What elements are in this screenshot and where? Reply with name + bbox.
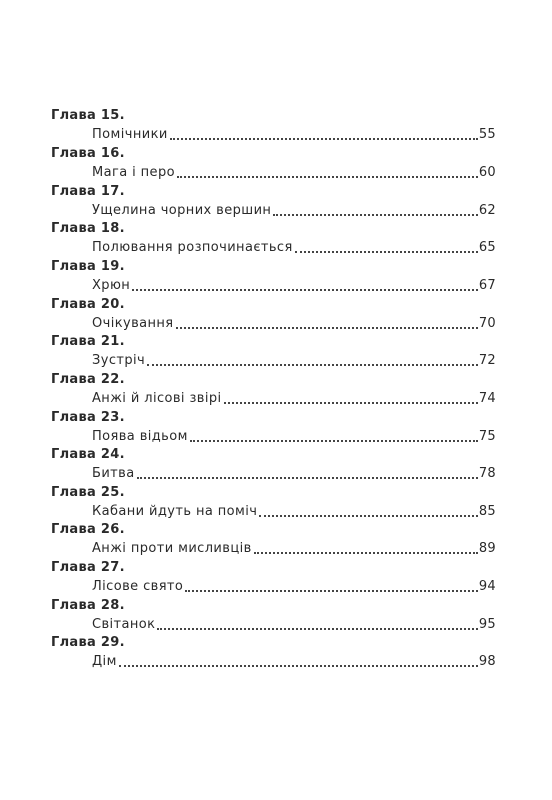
toc-entry <box>0 221 552 259</box>
dot-leader <box>177 176 478 178</box>
toc-title-line <box>92 238 496 256</box>
toc-title-line <box>92 502 496 520</box>
chapter-label: Глава 20. <box>51 297 125 312</box>
page-number: 94 <box>478 579 496 594</box>
page-number: 78 <box>478 466 496 481</box>
toc-title-line <box>92 314 496 332</box>
chapter-title: Битва <box>92 466 135 481</box>
chapter-label: Глава 18. <box>51 221 125 236</box>
dot-leader <box>190 440 478 442</box>
dot-leader <box>254 552 478 554</box>
chapter-title: Світанок <box>92 617 156 632</box>
dot-leader <box>273 214 478 216</box>
toc-title-line <box>92 389 496 407</box>
chapter-label: Глава 21. <box>51 334 125 349</box>
dot-leader <box>119 665 478 667</box>
toc-title-line <box>92 276 496 294</box>
toc-entry <box>0 184 552 222</box>
toc-entry <box>0 372 552 410</box>
chapter-title: Ущелина чорних вершин <box>92 203 272 218</box>
page-number: 74 <box>478 391 496 406</box>
toc-entry <box>0 334 552 372</box>
page-number: 85 <box>478 504 496 519</box>
toc-title-line <box>92 615 496 633</box>
chapter-label: Глава 23. <box>51 410 125 425</box>
chapter-title: Очікування <box>92 316 174 331</box>
page-number: 72 <box>478 353 496 368</box>
toc-entry <box>0 522 552 560</box>
dot-leader <box>147 364 478 366</box>
chapter-title: Кабани йдуть на поміч <box>92 504 258 519</box>
toc-title-line <box>92 125 496 143</box>
chapter-label: Глава 27. <box>51 560 125 575</box>
chapter-title: Зустріч <box>92 353 146 368</box>
chapter-label: Глава 19. <box>51 259 125 274</box>
chapter-label: Глава 24. <box>51 447 125 462</box>
chapter-title: Поява відьом <box>92 429 188 444</box>
dot-leader <box>132 289 478 291</box>
page-number: 95 <box>478 617 496 632</box>
chapter-title: Анжі й лісові звірі <box>92 391 222 406</box>
page-number: 98 <box>478 654 496 669</box>
toc-title-line <box>92 427 496 445</box>
toc-entry <box>0 598 552 636</box>
chapter-label: Глава 15. <box>51 108 125 123</box>
chapter-title: Помічники <box>92 127 168 142</box>
page-number: 65 <box>478 240 496 255</box>
toc-entry <box>0 410 552 448</box>
toc-entry <box>0 146 552 184</box>
dot-leader <box>295 251 478 253</box>
dot-leader <box>185 590 478 592</box>
dot-leader <box>137 477 478 479</box>
chapter-label: Глава 29. <box>51 635 125 650</box>
toc-entry <box>0 560 552 598</box>
dot-leader <box>170 138 478 140</box>
toc-entry <box>0 108 552 146</box>
dot-leader <box>157 628 477 630</box>
toc-entry <box>0 259 552 297</box>
toc-title-line <box>92 577 496 595</box>
chapter-label: Глава 22. <box>51 372 125 387</box>
chapter-title: Полювання розпочинається <box>92 240 293 255</box>
chapter-label: Глава 25. <box>51 485 125 500</box>
chapter-label: Глава 16. <box>51 146 125 161</box>
dot-leader <box>259 515 478 517</box>
chapter-title: Анжі проти мисливців <box>92 541 252 556</box>
toc-title-line <box>92 464 496 482</box>
page-number: 70 <box>478 316 496 331</box>
toc-title-line <box>92 201 496 219</box>
toc-title-line <box>92 163 496 181</box>
page-number: 55 <box>478 127 496 142</box>
page-number: 75 <box>478 429 496 444</box>
toc-entry <box>0 447 552 485</box>
chapter-title: Лісове свято <box>92 579 184 594</box>
toc-title-line <box>92 652 496 670</box>
page-number: 67 <box>478 278 496 293</box>
page-number: 89 <box>478 541 496 556</box>
chapter-title: Мага і перо <box>92 165 175 180</box>
toc-entry <box>0 297 552 335</box>
toc-title-line <box>92 351 496 369</box>
page-number: 62 <box>478 203 496 218</box>
toc-entry <box>0 485 552 523</box>
chapter-title: Дім <box>92 654 117 669</box>
page-number: 60 <box>478 165 496 180</box>
toc-entry <box>0 635 552 673</box>
chapter-title: Хрюн <box>92 278 131 293</box>
chapter-label: Глава 28. <box>51 598 125 613</box>
chapter-label: Глава 26. <box>51 522 125 537</box>
chapter-label: Глава 17. <box>51 184 125 199</box>
dot-leader <box>176 327 478 329</box>
toc-title-line <box>92 539 496 557</box>
dot-leader <box>224 402 478 404</box>
